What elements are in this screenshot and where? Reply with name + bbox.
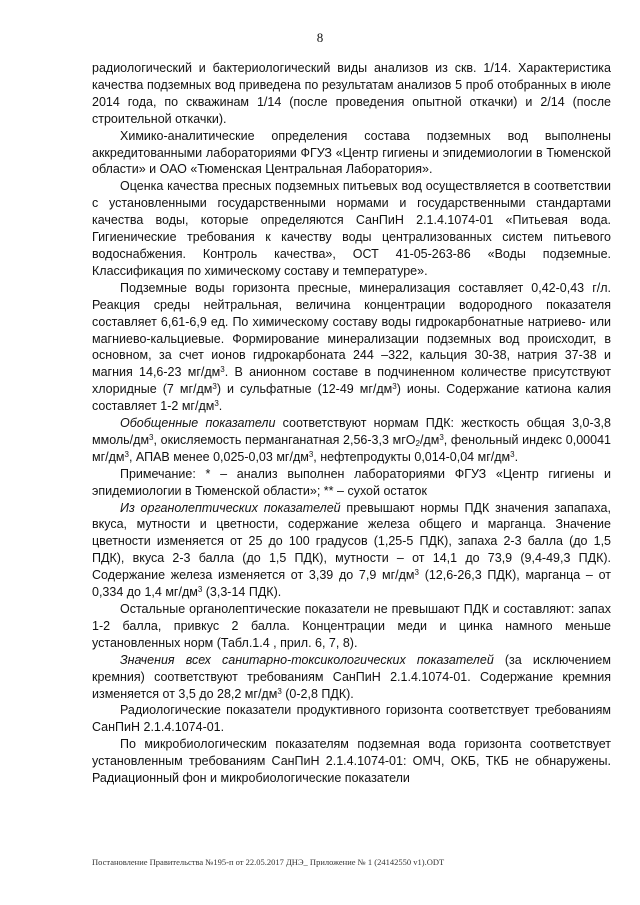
superscript: 3	[124, 449, 129, 459]
text-run: .	[218, 399, 223, 414]
superscript: 3	[510, 449, 515, 459]
text-run: .	[514, 449, 519, 464]
text-run: /дм	[419, 432, 440, 447]
text-run: , окисляемость перманганатная 2,56-3,3 мгО	[153, 432, 416, 447]
superscript: 3	[214, 399, 219, 409]
paragraph-4	[92, 280, 611, 415]
note-paragraph: Примечание: * – анализ выполнен лабораториями ФГУЗ «Центр гигиены и эпидемиологии в Тюменской области»; ** – сухой остаток	[92, 466, 611, 498]
text-run: , нефтепродукты 0,014-0,04 мг/дм	[313, 449, 511, 464]
text-run: , фенольный индекс 0,00041 мг/дм	[92, 432, 611, 464]
paragraph-3: Оценка качества пресных подземных питьевых вод осуществляется в соответствии с установленными государственными нормами и государственными стандартами качества воды, которые определяются СанПиН 2.1.4.1074-01 «Питьевая вода. Гигиенические требования к качеству воды централизованных систем питьевого водоснабжения. Контроль качества», ОСТ 41-05-263-86 «Воды подземные. Классификация по химическому составу и температуре».	[92, 179, 611, 278]
text-run: (0-2,8 ПДК).	[281, 686, 354, 701]
superscript: 3	[220, 365, 225, 375]
italic-lead: Обобщенные показатели	[120, 416, 276, 431]
document-body	[92, 60, 611, 787]
page-number: 8	[316, 30, 324, 45]
superscript: 3	[149, 432, 154, 442]
text-run: (за исключением кремния) соответствуют требованиям СанПиН 2.1.4.1074-01. Содержание кремния изменяется от 3,5 до 28,2 мг/дм	[92, 652, 611, 701]
text-run: (3,3-14 ПДК).	[202, 585, 282, 600]
paragraph-9	[92, 652, 611, 703]
superscript: 3	[197, 585, 203, 595]
text-run: ) ионы. Содержание катиона калия составляет 1-2 мг/дм	[92, 382, 611, 414]
text-run: , АПАВ менее 0,025-0,03 мг/дм	[128, 449, 309, 464]
superscript: 3	[439, 432, 444, 442]
text-run: превышают нормы ПДК значения запапаха, вкуса, мутности и цветности, содержание железа общего и марганца. Значение цветности изменяется от 25 до 100 градусов (1,25-5 ПДК), запаха 2-3 балла (до 1,5 ПДК), вкуса 2-3 балла (до 1,5 ПДК), мутности – от 14,1 до 73,9 (9,4-49,3 ПДК). Содержание железа изменяется от 3,39 до 7,9 мг/дм	[92, 500, 611, 583]
page-footer: Постановление Правительства №195-п от 22.05.2017 ДНЭ_ Приложение № 1 (24142550 v1).ODT	[92, 857, 445, 867]
italic-lead: Значения всех санитарно-токсикологических показателей	[120, 652, 494, 667]
text-run: Подземные воды горизонта пресные, минерализация составляет 0,42-0,43 г/л. Реакция среды нейтральная, величина концентрации водородного показателя составляет 6,61-6,9 ед. По химическому составу воды гидрокарбонатные натриево- или магниево-кальциевые. Формирование минерализации подземных вод происходит, в основном, за счет ионов гидрокарбоната 244 –322, кальция 30-38, натрия 37-38 и магния 14,6-23 мг/дм	[92, 280, 611, 380]
subscript: 2	[415, 438, 420, 448]
paragraph-5	[92, 415, 611, 466]
superscript: 3	[308, 449, 314, 459]
superscript: 3	[392, 382, 397, 392]
text-run: ) и сульфатные (12-49 мг/дм	[216, 382, 393, 397]
superscript: 3	[414, 568, 419, 578]
text-run: . В анионном составе в подчиненном количестве присутствуют хлоридные (7 мг/дм	[92, 365, 611, 397]
text-run: (12,6-26,3 ПДК), марганца – от 0,334 до 1,4 мг/дм	[92, 568, 611, 600]
superscript: 3	[277, 686, 282, 696]
italic-lead: Из органолептических показателей	[120, 500, 341, 515]
superscript: 3	[212, 382, 217, 392]
text-run: соответствуют нормам ПДК: жесткость общая 3,0-3,8 ммоль/дм	[92, 416, 611, 447]
paragraph-1: радиологический и бактериологический виды анализов из скв. 1/14. Характеристика качества подземных вод приведена по результатам анализов 5 проб отобранных в июле 2014 года, по скважинам 1/14 (после проведения опытной откачки) и 2/14 (после строительной откачки).	[92, 61, 611, 126]
paragraph-8: Остальные органолептические показатели не превышают ПДК и составляют: запах 1-2 балла, привкус 2 балла. Концентрации меди и цинка намного меньше установленных норм (Табл.1.4 , прил. 6, 7, 8).	[92, 602, 611, 650]
paragraph-10: Радиологические показатели продуктивного горизонта соответствует требованиям СанПиН 2.1.4.1074-01.	[92, 703, 611, 735]
paragraph-11: По микробиологическим показателям подземная вода горизонта соответствует установленным требованиям СанПиН 2.1.4.1074-01: ОМЧ, ОКБ, ТКБ не обнаружены. Радиационный фон и микробиологические показатели	[92, 737, 611, 786]
paragraph-7	[92, 500, 611, 601]
paragraph-2: Химико-аналитические определения состава подземных вод выполнены аккредитованными лабораториями ФГУЗ «Центр гигиены и эпидемиологии в Тюменской области» и ОАО «Тюменская Центральная Лаборатория».	[92, 128, 611, 177]
